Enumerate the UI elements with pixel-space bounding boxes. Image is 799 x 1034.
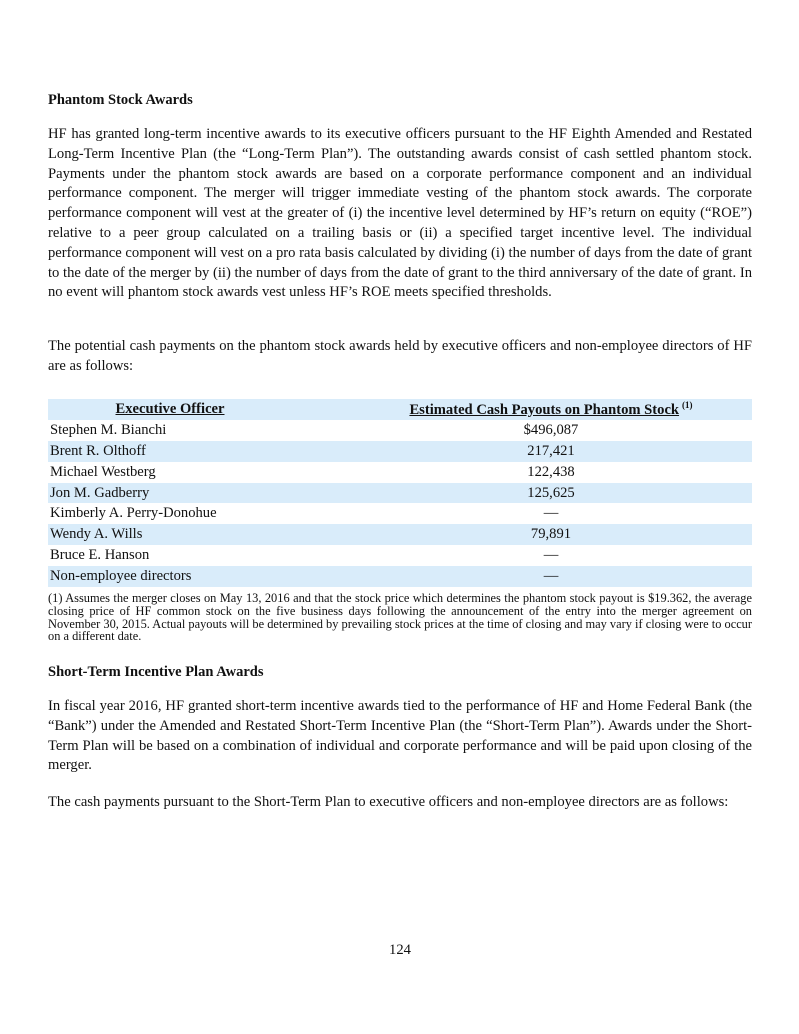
table-row [48, 420, 752, 441]
payout-amount-cell: — [543, 547, 559, 564]
table-row [48, 462, 752, 483]
payout-amount-cell: 122,438 [527, 463, 575, 480]
table-row [48, 483, 752, 504]
short-term-paragraph: In fiscal year 2016, HF granted short-term incentive awards tied to the performance of HF and Home Federal Bank (the “Bank”) under the Amended and Restated Short-Term Incentive Plan (the “Short-Term Plan”). Awards under the Short-Term Plan will be based on a combination of individual and corporate performance and will be paid upon closing of the merger. [48, 698, 752, 774]
officer-name-cell: Non-employee directors [50, 568, 192, 585]
officer-name-cell: Bruce E. Hanson [50, 547, 150, 564]
table-footnote: (1) Assumes the merger closes on May 13, 2016 and that the stock price which determines the phantom stock payout is $19.362, the average closing price of HF common stock on the five business days following the announcement of the entry into the merger agreement on November 30, 2015. Actual payouts will be determined by prevailing stock prices at the time of closing and may vary if closing were to occur on a different date. [48, 591, 753, 644]
officer-name-cell: Jon M. Gadberry [50, 484, 150, 501]
table-row [48, 503, 752, 524]
page-number: 124 [389, 942, 411, 958]
table-row [48, 545, 752, 566]
table-row [48, 524, 752, 545]
phantom-payments-intro: The potential cash payments on the phantom stock awards held by executive officers and non-employee directors of HF are as follows: [48, 338, 752, 374]
phantom-stock-table [48, 399, 752, 587]
phantom-stock-paragraph: HF has granted long-term incentive awards to its executive officers pursuant to the HF Eighth Amended and Restated Long-Term Incentive Plan (the “Long-Term Plan”). The outstanding awards consist of cash settled phantom stock. Payments under the phantom stock awards are based on a corporate performance component and an individual performance component. The merger will trigger immediate vesting of the phantom stock awards. The corporate performance component will vest at the greater of (i) the incentive level determined by HF’s return on equity (“ROE”) relative to a peer group calculated on a trailing basis or (ii) a specified target incentive level. The individual performance component will vest on a pro rata basis calculated by dividing (i) the number of days from the date of grant to the date of the merger by (ii) the number of days from the date of grant to the third anniversary of the date of grant. In no event will phantom stock awards vest unless HF’s ROE meets specified thresholds. [48, 126, 752, 301]
officer-column-header: Executive Officer [115, 400, 225, 417]
payout-amount-cell: — [543, 568, 559, 585]
table-row [48, 441, 752, 462]
officer-name-cell: Brent R. Olthoff [50, 442, 146, 459]
payout-amount-cell: $496,087 [523, 421, 579, 438]
short-term-heading: Short-Term Incentive Plan Awards [48, 664, 264, 680]
officer-name-cell: Wendy A. Wills [50, 526, 143, 543]
payout-amount-cell: 125,625 [527, 484, 575, 501]
payout-amount-cell: — [543, 505, 559, 522]
officer-name-cell: Kimberly A. Perry-Donohue [50, 505, 217, 522]
table-row [48, 566, 752, 587]
payout-amount-cell: 79,891 [530, 526, 572, 543]
phantom-stock-heading: Phantom Stock Awards [48, 92, 193, 108]
officer-name-cell: Stephen M. Bianchi [50, 421, 167, 438]
officer-name-cell: Michael Westberg [50, 463, 156, 480]
payout-amount-cell: 217,421 [527, 442, 575, 459]
payout-column-header: Estimated Cash Payouts on Phantom Stock $^{(1)}$ [409, 399, 693, 418]
footnote-marker: (1) [682, 399, 693, 410]
short-term-payments-intro: The cash payments pursuant to the Short-Term Plan to executive officers and non-employee directors are as follows: [48, 794, 729, 810]
table-header-row [48, 399, 752, 420]
